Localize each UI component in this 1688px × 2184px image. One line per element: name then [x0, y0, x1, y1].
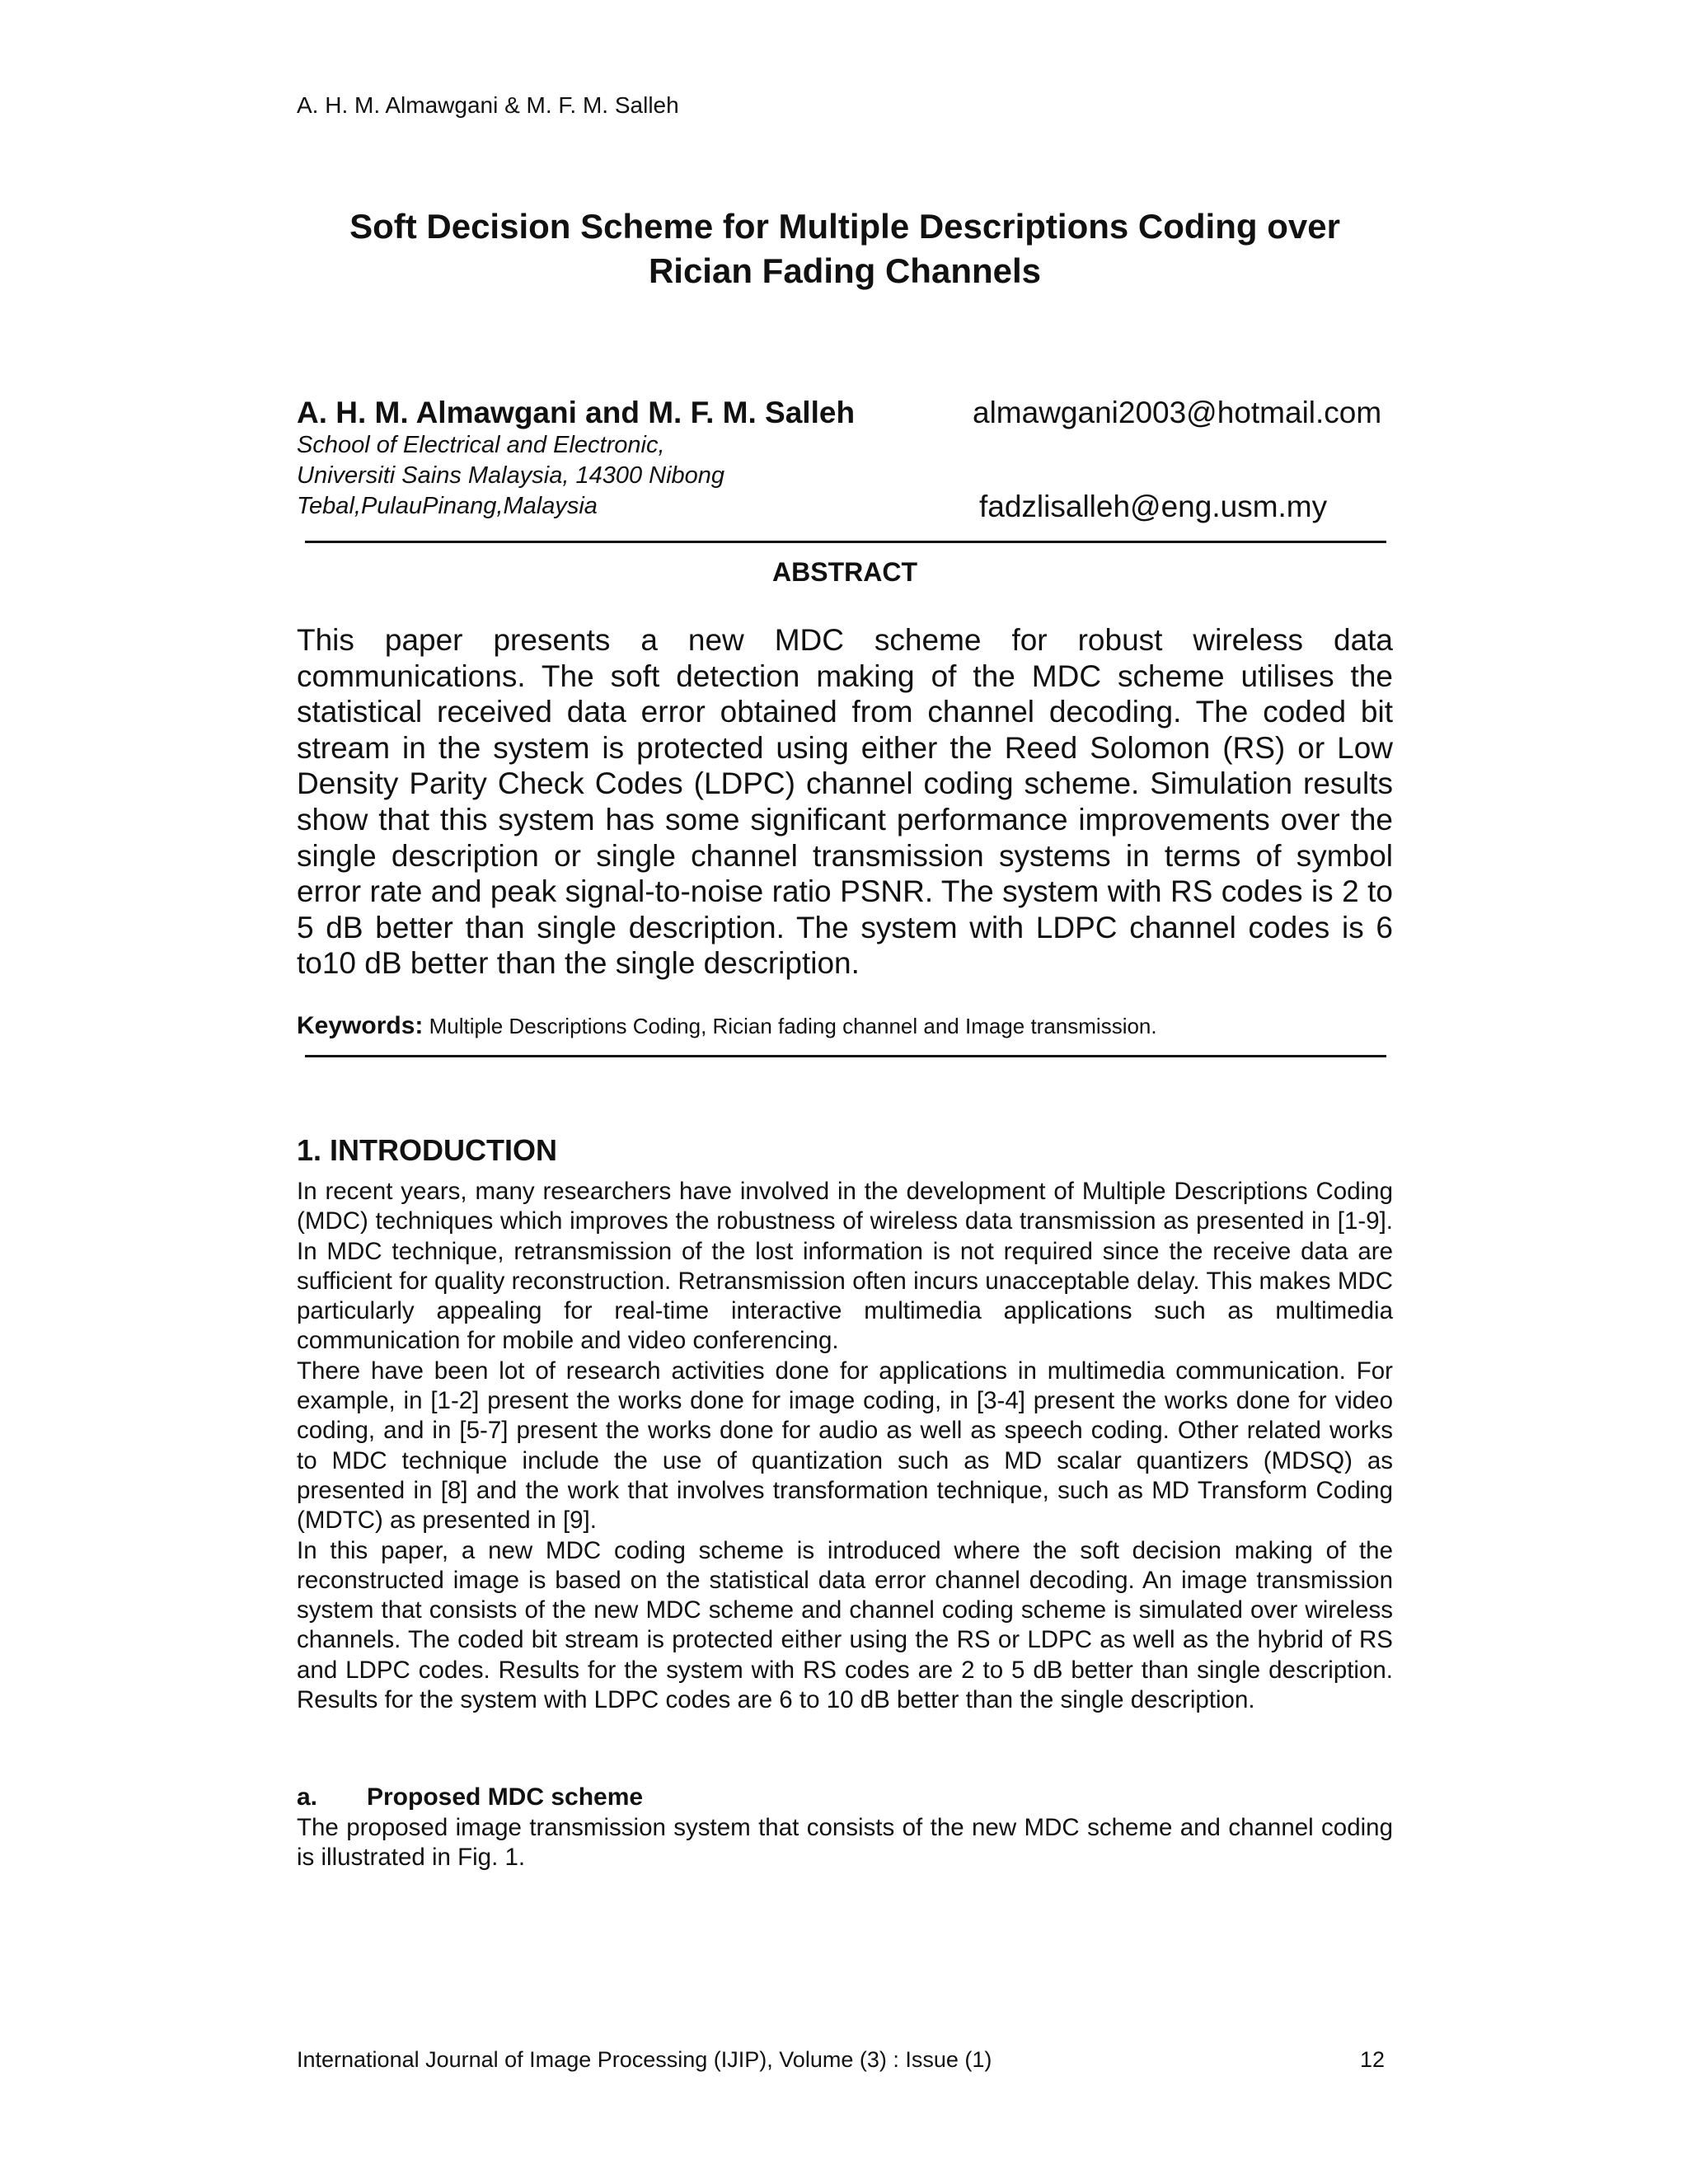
keywords-text: Multiple Descriptions Coding, Rician fading channel and Image transmission.: [423, 1014, 1157, 1038]
abstract-heading: ABSTRACT: [772, 557, 917, 587]
running-head: A. H. M. Almawgani & M. F. M. Salleh: [297, 92, 679, 118]
author-names: A. H. M. Almawgani and M. F. M. Salleh: [297, 396, 856, 429]
subsection-title: Proposed MDC scheme: [367, 1783, 644, 1811]
abstract-bottom-rule: [305, 1055, 1386, 1057]
subsection-letter: a.: [297, 1783, 318, 1811]
introduction-paragraph-3: In this paper, a new MDC coding scheme is introduced where the soft decision making of the reconstructed image is based on the statistical data error channel decoding. An image transmission system that consists of the new MDC scheme and channel coding scheme is simulated over wireless channels. The coded bit stream is protected either using the RS or LDPC as well as the hybrid of RS and LDPC codes. Results for the system with RS codes are 2 to 5 dB better than single description. Results for the system with LDPC codes are 6 to 10 dB better than the single description.: [297, 1536, 1393, 1714]
footer-page-number: 12: [1360, 2047, 1386, 2072]
author-affiliation: [297, 430, 724, 522]
subsection-body: [297, 1813, 1393, 1873]
keywords: [297, 1012, 1393, 1040]
section-heading-introduction: 1. INTRODUCTION: [297, 1133, 558, 1167]
introduction-paragraph-1: In recent years, many researchers have involved in the development of Multiple Descriptions Coding (MDC) techniques which improves the robustness of wireless data transmission as presented in [1-9]. In MDC technique, retransmission of the lost information is not required since the receive data are sufficient for quality reconstruction. Retransmission often incurs unacceptable delay. This makes MDC particularly appealing for real-time interactive multimedia applications such as multimedia communication for mobile and video conferencing.: [297, 1178, 1393, 1355]
author-email-2: fadzlisalleh@eng.usm.my: [979, 490, 1328, 523]
subsection-heading: [297, 1782, 643, 1813]
keywords-label: Keywords:: [297, 1012, 424, 1039]
affiliation-line-2: Universiti Sains Malaysia, 14300 Nibong: [297, 462, 725, 489]
affiliation-line-1: School of Electrical and Electronic,: [297, 432, 665, 458]
paper-title: [247, 204, 1442, 293]
subsection-paragraph: The proposed image transmission system that consists of the new MDC scheme and channel coding is illustrated in Fig. 1.: [297, 1814, 1393, 1872]
title-line-2: Rician Fading Channels: [648, 251, 1042, 290]
footer-journal: International Journal of Image Processing (IJIP), Volume (3) : Issue (1): [297, 2047, 992, 2072]
abstract-top-rule: [305, 541, 1386, 543]
introduction-paragraph-2: There have been lot of research activities done for applications in multimedia communication. For example, in [1-2] present the works done for image coding, in [3-4] present the works done for video coding, and in [5-7] present the works done for audio as well as speech coding. Other related works to MDC technique include the use of quantization such as MD scalar quantizers (MDSQ) as presented in [8] and the work that involves transformation technique, such as MD Transform Coding (MDTC) as presented in [9].: [297, 1357, 1393, 1535]
author-email-1: almawgani2003@hotmail.com: [973, 396, 1382, 429]
introduction-body: [297, 1177, 1393, 1715]
abstract-body: This paper presents a new MDC scheme for robust wireless data communications. The soft detection making of the MDC scheme utilises the statistical received data error obtained from channel decoding. The coded bit stream in the system is protected using either the Reed Solomon (RS) or Low Density Parity Check Codes (LDPC) channel coding scheme. Simulation results show that this system has some significant performance improvements over the single description or single channel transmission systems in terms of symbol error rate and peak signal-to-noise ratio PSNR. The system with RS codes is 2 to 5 dB better than single description. The system with LDPC channel codes is 6 to10 dB better than the single description.: [297, 623, 1393, 981]
title-line-1: Soft Decision Scheme for Multiple Descriptions Coding over: [349, 207, 1340, 246]
affiliation-line-3: Tebal,PulauPinang,Malaysia: [297, 493, 598, 519]
